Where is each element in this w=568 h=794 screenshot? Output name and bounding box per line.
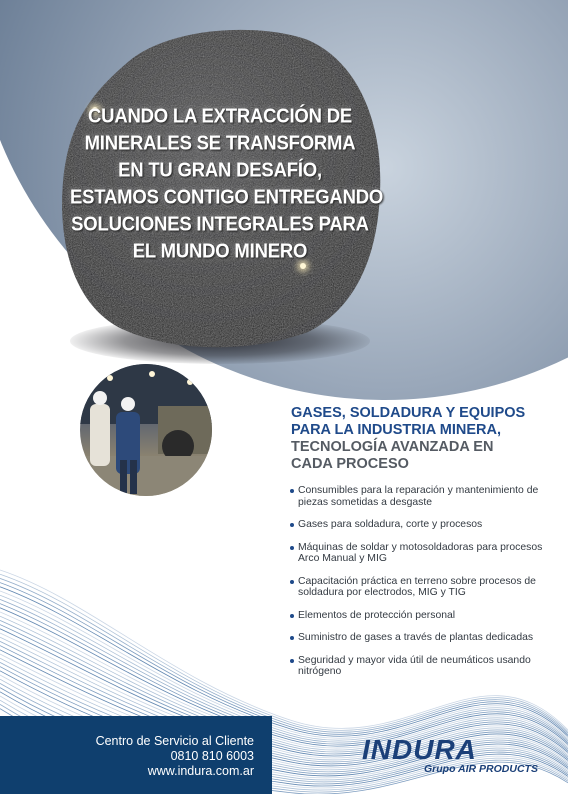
heading-line: TECNOLOGÍA AVANZADA EN [291,439,494,455]
logo-tagline: Grupo AIR PRODUCTS [424,763,538,775]
phone-number: 0810 810 6003 [170,749,254,763]
headline-line: SOLUCIONES INTEGRALES PARA [71,212,369,235]
customer-service-box [0,716,272,794]
list-item-text: Consumibles para la reparación y mantenimiento de piezas sometidas a desgaste [298,485,539,508]
list-item [290,519,552,531]
bullet-icon [290,489,294,493]
wave-line [0,587,568,737]
list-item-text: Capacitación práctica en terreno sobre procesos de soldadura por electrodos, MIG y TIG [298,575,536,598]
hero-headline [70,102,384,264]
list-item-text: Gases para soldadura, corte y procesos [298,519,483,530]
miners-photo [80,364,212,496]
headline-line: MINERALES SE TRANSFORMA [84,131,356,154]
list-item-text: Máquinas de soldar y motosoldadoras para procesos Arco Manual y MIG [298,541,543,564]
heading-line: CADA PROCESO [291,456,409,472]
customer-service-label: Centro de Servicio al Cliente [95,734,254,748]
headline-line: EL MUNDO MINERO [132,239,308,262]
headline-line: ESTAMOS CONTIGO ENTREGANDO [70,185,384,208]
headline-line: EN TU GRAN DESAFÍO, [118,158,322,181]
list-item-text: Suministro de gases a través de plantas dedicadas [298,632,534,643]
indura-logo [362,734,552,778]
section-heading [291,405,551,473]
wave-line [0,583,568,735]
heading-line: PARA LA INDUSTRIA MINERA, [291,422,501,438]
logo-wordmark: INDURA [362,734,477,765]
heading-line: GASES, SOLDADURA Y EQUIPOS [291,405,526,421]
list-item [290,485,552,508]
wave-line [0,570,568,730]
bullet-icon [290,523,294,527]
list-item-text: Seguridad y mayor vida útil de neumáticos usando nitrógeno [298,654,531,677]
website-link[interactable]: www.indura.com.ar [147,764,254,778]
headline-line: CUANDO LA EXTRACCIÓN DE [88,104,352,127]
miners-photo-illustration [80,364,212,496]
bullet-icon [290,546,294,550]
wave-line [0,575,568,733]
wave-line [0,574,568,731]
list-item-text: Elementos de protección personal [298,609,456,621]
